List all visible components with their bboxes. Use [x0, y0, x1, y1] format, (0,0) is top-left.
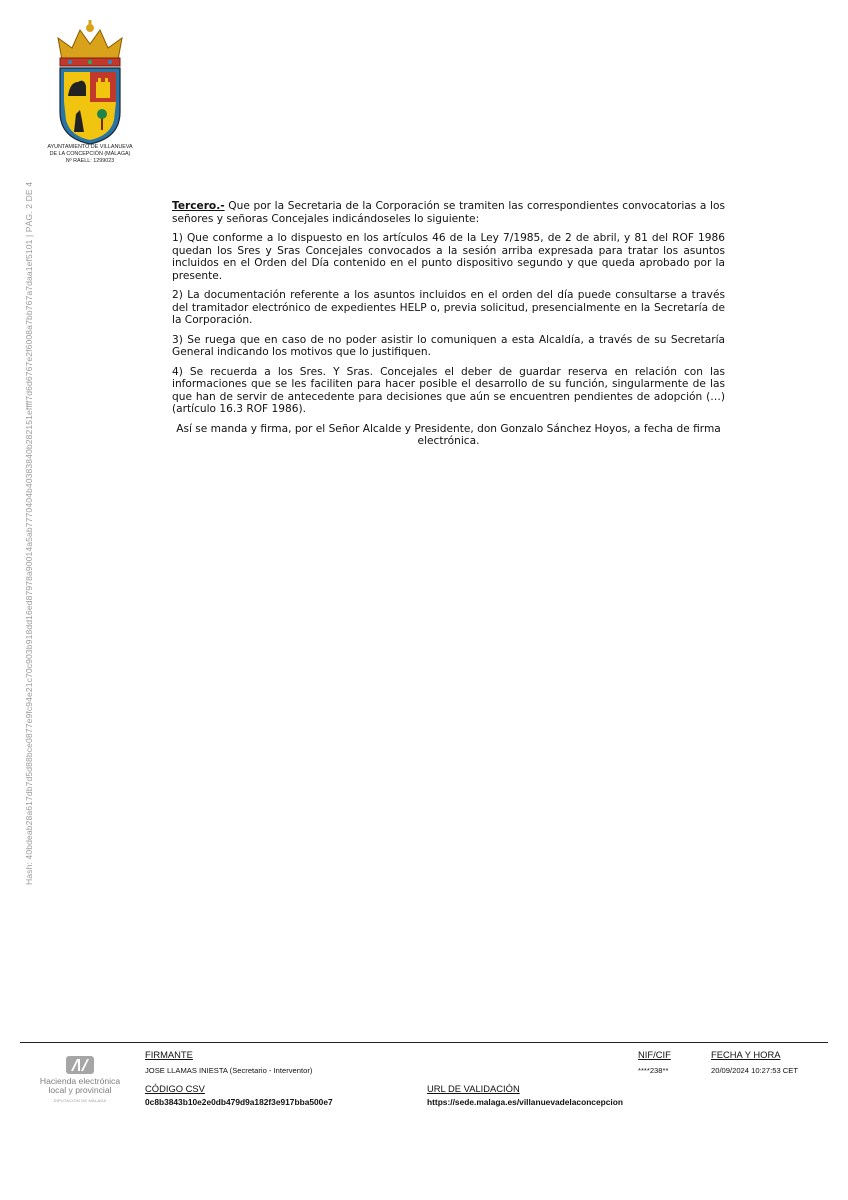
crest-caption-line-2: DE LA CONCEPCIÓN (MÁLAGA): [49, 151, 131, 157]
firmante-label: FIRMANTE: [145, 1049, 193, 1060]
hacienda-logo-line-1: Hacienda electrónica: [39, 1076, 121, 1086]
document-body: [172, 200, 725, 455]
side-hash-text: Hash: 40bdeab28a617db7d5d88bce0877e9fc94e21c70c903b918dd16ed87978a90014a5ab7770404b40383840b282151effff7d6d6767e2f6008a7bb767a7daa1ef5101 | PÁG. 2 DE 4: [24, 181, 34, 885]
crest-caption-line-3: Nº RAELL: 1299023: [65, 158, 115, 164]
item-4-paragraph: 4) Se recuerda a los Sres. Y Sras. Concejales el deber de guardar reserva en relación con las informaciones que se les faciliten para hacer posible el desarrollo de su función, singularmente de las que han de servir de antecedente para decisiones que aún se encuentren pendientes de adopción (…) (artículo 16.3 ROF 1986).: [172, 365, 725, 415]
nif-value: ****238**: [638, 1066, 669, 1075]
firmante-value: JOSE LLAMAS INIESTA (Secretario - Interventor): [145, 1066, 313, 1075]
crest-caption: [32, 144, 148, 165]
url-label: URL DE VALIDACIÓN: [427, 1083, 520, 1094]
tercero-text: Que por la Secretaria de la Corporación se tramiten las correspondientes convocatorias a los señores y señoras Concejales indicándoseles lo siguiente:: [172, 200, 725, 225]
crest-caption-line-1: AYUNTAMIENTO DE VILLANUEVA: [47, 144, 133, 150]
closing-paragraph: Así se manda y firma, por el Señor Alcalde y Presidente, don Gonzalo Sánchez Hoyos, a fecha de firma electrónica.: [176, 422, 721, 447]
fecha-value: 20/09/2024 10:27:53 CET: [711, 1066, 798, 1075]
tercero-label: Tercero.-: [172, 200, 225, 212]
footer-divider: [20, 1042, 828, 1043]
hacienda-logo-text: [30, 1077, 130, 1095]
csv-label: CÓDIGO CSV: [145, 1083, 205, 1094]
csv-value: 0c8b3843b10e2e0db479d9a182f3e917bba500e7: [145, 1097, 333, 1107]
hacienda-mark-icon: [65, 1055, 95, 1075]
hacienda-logo: [30, 1050, 130, 1110]
item-2-paragraph: 2) La documentación referente a los asuntos incluidos en el orden del día puede consultarse a través del tramitador electrónico de expedientes HELP o, previa solicitud, presencialmente en la Secretaría de la Corporación.: [172, 289, 725, 326]
hacienda-logo-line-2: local y provincial: [48, 1085, 112, 1095]
item-3-paragraph: 3) Se ruega que en caso de no poder asistir lo comuniquen a esta Alcaldía, a través de su Secretaría General indicando los motivos que lo justifiquen.: [172, 333, 725, 358]
tercero-paragraph: [172, 200, 725, 225]
fecha-label: FECHA Y HORA: [711, 1049, 781, 1060]
item-1-paragraph: 1) Que conforme a lo dispuesto en los artículos 46 de la Ley 7/1985, de 2 de abril, y 81 del ROF 1986 quedan los Sres y Sras Concejales convocados a la sesión arriba expresada para tratar los asuntos incluidos en el Orden del Día contenido en el punto dispositivo segundo y que queda aprobado por la presente.: [172, 232, 725, 282]
nif-label: NIF/CIF: [638, 1049, 671, 1060]
url-value[interactable]: https://sede.malaga.es/villanuevadelaconcepcion: [427, 1097, 623, 1107]
hacienda-logo-subtext: DIPUTACIÓN DE MÁLAGA: [53, 1098, 107, 1103]
